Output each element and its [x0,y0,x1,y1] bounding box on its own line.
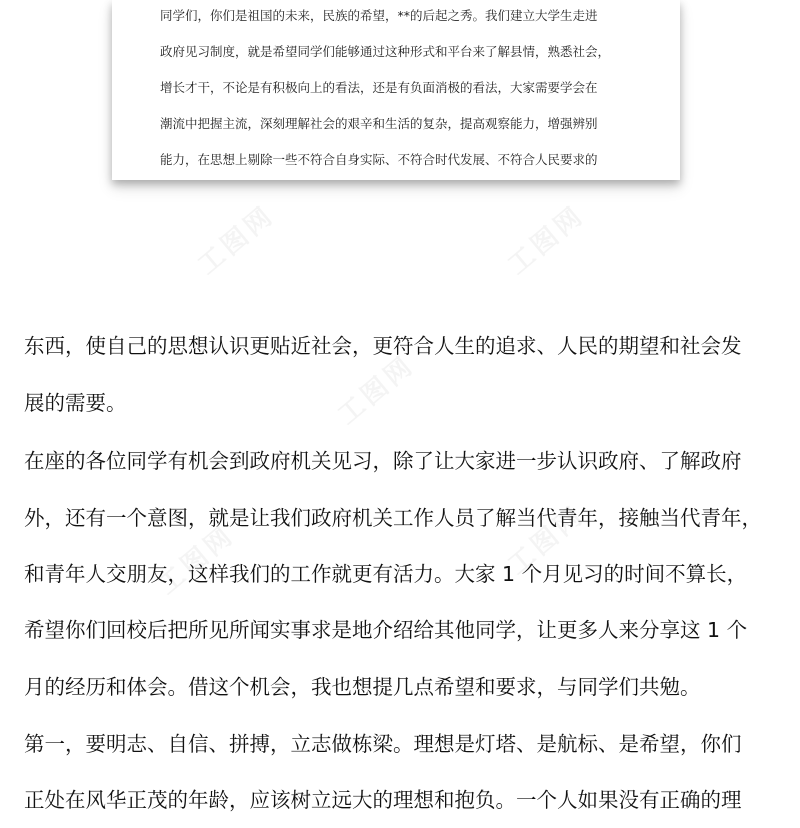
watermark-2: 工图网 [502,199,591,281]
preview-line: 能力，在思想上剔除一些不符合自身实际、不符合时代发展、不符合人民要求的 [160,152,598,167]
body-paragraph-line: 在座的各位同学有机会到政府机关见习，除了让大家进一步认识政府、了解政府 [24,449,742,473]
watermark-4: 工图网 [152,519,241,601]
body-paragraph-line: 展的需要。 [24,391,127,415]
watermark-1: 工图网 [192,199,281,281]
preview-line: 政府见习制度，就是希望同学们能够通过这种形式和平台来了解县情，熟悉社会， [160,44,611,59]
page-preview-card [112,0,680,180]
preview-line: 增长才干，不论是有积极向上的看法，还是有负面消极的看法，大家需要学会在 [160,80,598,95]
body-paragraph-line: 月的经历和体会。借这个机会，我也想提几点希望和要求，与同学们共勉。 [24,675,701,699]
watermark-5: 工图网 [502,499,591,581]
preview-line: 潮流中把握主流，深刻理解社会的艰辛和生活的复杂，提高观察能力，增强辨别 [160,116,598,131]
body-paragraph-line: 第一，要明志、自信、拼搏，立志做栋梁。理想是灯塔、是航标、是希望，你们 [24,732,742,756]
body-paragraph-line: 希望你们回校后把所见所闻实事求是地介绍给其他同学，让更多人来分享这 1 个 [24,618,748,642]
body-paragraph-line: 正处在风华正茂的年龄，应该树立远大的理想和抱负。一个人如果没有正确的理 [24,788,742,812]
body-paragraph-line: 外，还有一个意图，就是让我们政府机关工作人员了解当代青年，接触当代青年， [24,506,762,530]
watermark-3: 工图网 [332,349,421,431]
body-paragraph-line: 和青年人交朋友，这样我们的工作就更有活力。大家 1 个月见习的时间不算长， [24,562,748,586]
preview-line: 同学们，你们是祖国的未来，民族的希望，**的后起之秀。我们建立大学生走进 [160,8,598,23]
body-paragraph-line: 东西，使自己的思想认识更贴近社会，更符合人生的追求、人民的期望和社会发 [24,334,742,358]
